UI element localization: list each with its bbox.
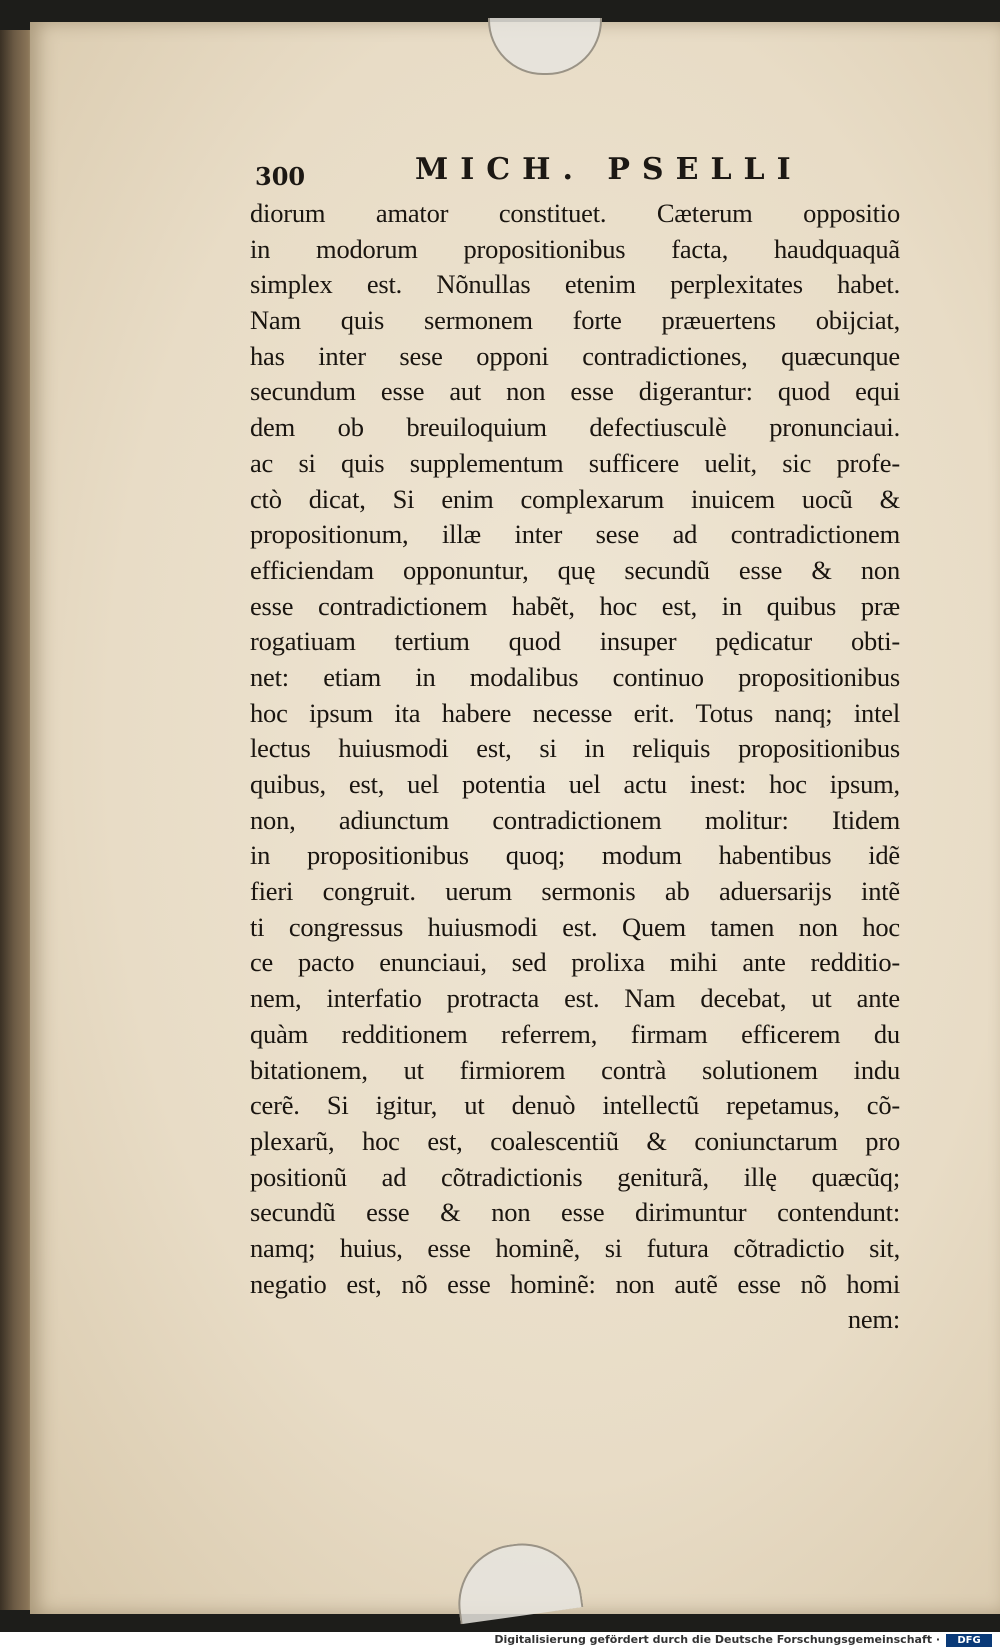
text-line: quàm redditionem referrem, firmam efficerem du	[250, 1018, 900, 1049]
text-line: has inter sese opponi contradictiones, quæcunque	[250, 340, 900, 371]
text-line: propositionum, illæ inter sese ad contradictionem	[250, 519, 900, 550]
text-line: simplex est. Nõnullas etenim perplexitates habet.	[250, 269, 900, 300]
text-line: cerẽ. Si igitur, ut denuò intellectũ repetamus, cõ-	[250, 1090, 900, 1121]
text-line: secundum esse aut non esse digerantur: quod equi	[250, 376, 900, 407]
text-line: ac si quis supplementum sufficere uelit, sic profe-	[250, 447, 900, 478]
text-line: positionũ ad cõtradictionis geniturã, illę quæcũq;	[250, 1161, 900, 1192]
page-header	[255, 152, 815, 192]
text-line: in propositionibus quoq; modum habentibus idẽ	[250, 840, 900, 871]
text-line: dem ob breuiloquium defectiusculè pronunciaui.	[250, 412, 900, 443]
funding-credit: Digitalisierung gefördert durch die Deutsche Forschungsgemeinschaft ·	[494, 1633, 940, 1646]
text-line: esse contradictionem habẽt, hoc est, in quibus præ	[250, 590, 900, 621]
digitization-footer	[0, 1632, 1000, 1650]
text-line: nem, interfatio protracta est. Nam decebat, ut ante	[250, 983, 900, 1014]
text-line: non, adiunctum contradictionem molitur: Itidem	[250, 804, 900, 835]
page-number: 300	[255, 162, 306, 191]
dfg-logo: DFG	[946, 1634, 992, 1647]
text-line: plexarũ, hoc est, coalescentiũ & coniunctarum pro	[250, 1125, 900, 1156]
text-line: secundũ esse & non esse dirimuntur contendunt:	[250, 1197, 900, 1228]
running-head: MICH. PSELLI	[415, 152, 803, 187]
text-line: bitationem, ut firmiorem contrà solutionem indu	[250, 1054, 900, 1085]
text-line: ctò dicat, Si enim complexarum inuicem uocũ &	[250, 483, 900, 514]
text-line: ce pacto enunciaui, sed prolixa mihi ante redditio-	[250, 947, 900, 978]
text-line: diorum amator constituet. Cæterum oppositio	[250, 198, 900, 228]
text-line: ti congressus huiusmodi est. Quem tamen non hoc	[250, 911, 900, 942]
text-line: rogatiuam tertium quod insuper pędicatur obti-	[250, 626, 900, 657]
latin-text-block	[250, 196, 900, 1338]
text-line: Nam quis sermonem forte præuertens obijciat,	[250, 305, 900, 336]
text-line: net: etiam in modalibus continuo propositionibus	[250, 661, 900, 692]
text-line: quibus, est, uel potentia uel actu inest: hoc ipsum,	[250, 769, 900, 799]
text-line: hoc ipsum ita habere necesse erit. Totus nanq; intel	[250, 697, 900, 728]
text-line: negatio est, nõ esse hominẽ: non autẽ esse nõ homi	[250, 1268, 900, 1299]
text-line: fieri congruit. uerum sermonis ab aduersarijs intẽ	[250, 876, 900, 907]
text-line: efficiendam opponuntur, quę secundũ esse & non	[250, 554, 900, 585]
text-line: namq; huius, esse hominẽ, si futura cõtradictio sit,	[250, 1232, 900, 1263]
text-line: in modorum propositionibus facta, haudquaquã	[250, 233, 900, 264]
text-line: lectus huiusmodi est, si in reliquis propositionibus	[250, 733, 900, 764]
catchword: nem:	[847, 1304, 900, 1335]
